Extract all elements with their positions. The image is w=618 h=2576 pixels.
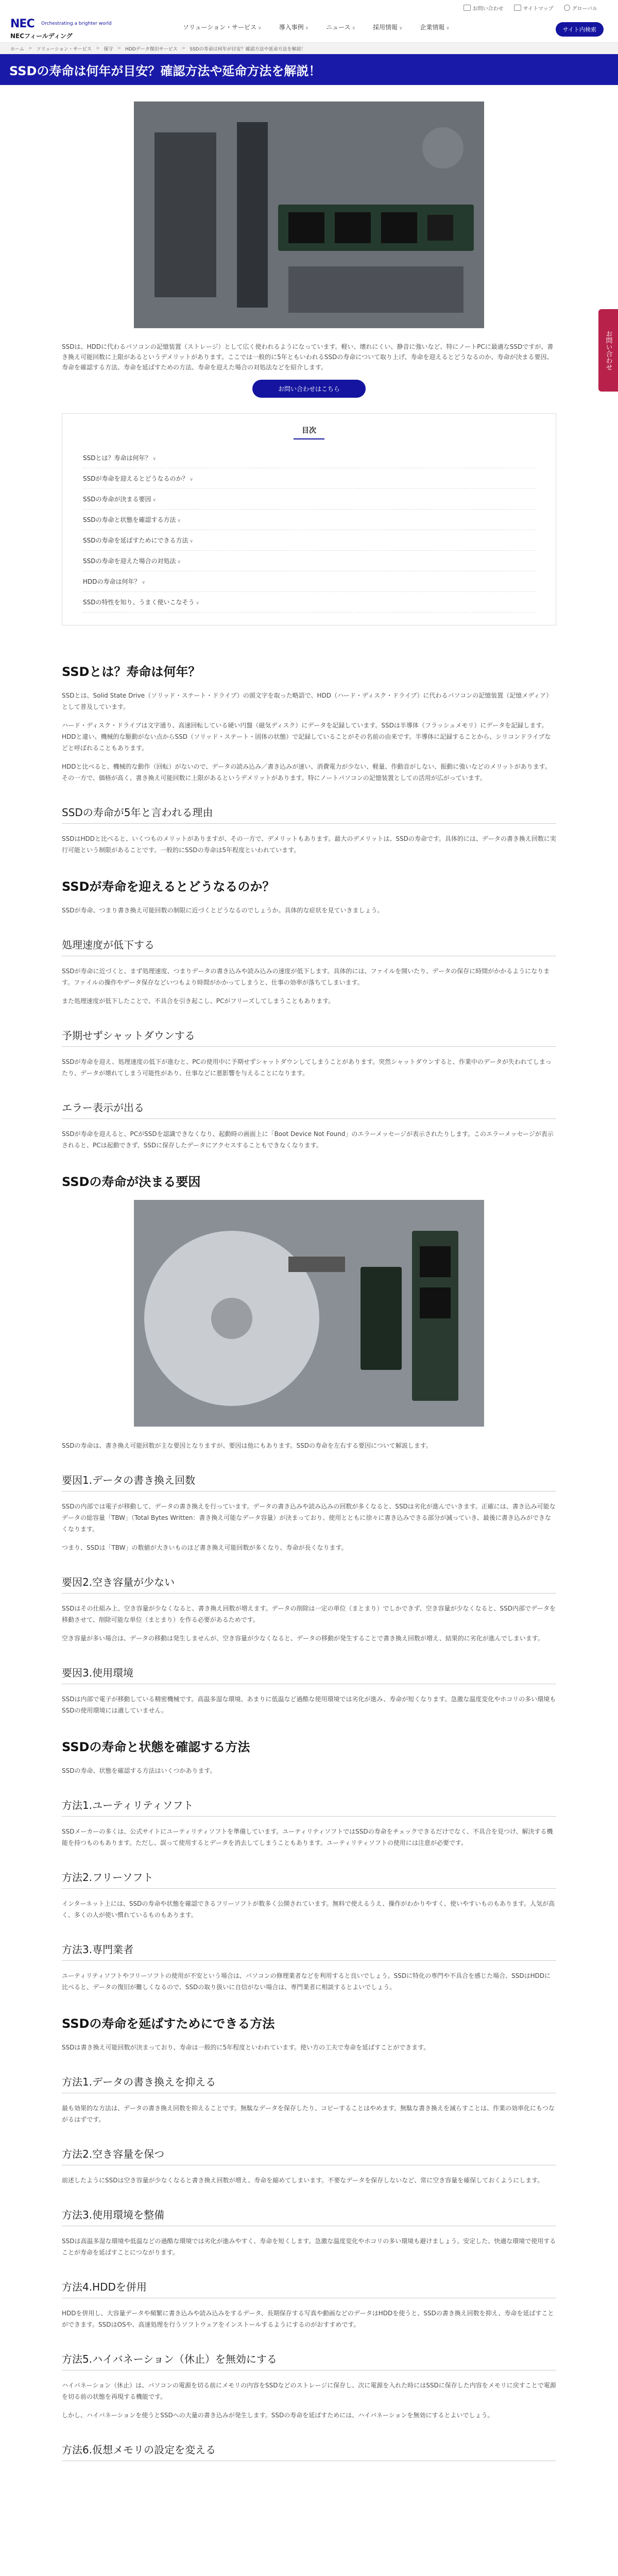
subsection-heading: 予期せずシャットダウンする [62, 1027, 556, 1047]
paragraph: また処理速度が低下したことで、不具合を引き起こし、PCがフリーズしてしまうこともあります。 [62, 997, 335, 1005]
subsection-virtual-memory [62, 2442, 556, 2461]
utility-bar [0, 0, 618, 15]
paragraph: SSDの寿命は、書き換え可能回数が主な要因となりますが、要因は他にもあります。SSDの寿命を左右する要因について解説します。 [62, 1442, 432, 1449]
subsection-hibernation [62, 2351, 556, 2421]
logo-tagline: Orchestrating a brighter world [41, 21, 112, 26]
subsection-heading: 要因2.空き容量が少ない [62, 1574, 556, 1594]
section-check [62, 1737, 556, 1776]
subsection-heading: 処理速度が低下する [62, 937, 556, 956]
table-of-contents [62, 413, 556, 625]
nav-cases[interactable]: 導入事例 ∨ [279, 23, 308, 31]
breadcrumb-separator: > [117, 46, 122, 51]
paragraph: SSDが寿命、つまり書き換え可能回数の制限に近づくとどうなるのでしょうか。具体的な症状を見ていきましょう。 [62, 907, 384, 914]
breadcrumb-item[interactable]: HDDデータ復旧サービス [125, 46, 178, 52]
paragraph: 前述したようにSSDは空き容量が少なくなると書き換え回数が増え、寿命を縮めてしまいます。不要なデータを保存しないなど、常に空き容量を確保しておくようにします。 [62, 2177, 544, 2184]
global-nav [183, 23, 450, 31]
toc-divider [294, 438, 324, 439]
contact-cta-button[interactable]: お問い合わせはこちら [252, 380, 366, 398]
toc-item[interactable]: SSDの寿命と状態を確認する方法 ∨ [83, 510, 535, 530]
breadcrumb-item[interactable]: ソリューション・サービス [36, 46, 92, 52]
hero-image-ssd [134, 101, 484, 328]
paragraph: SSDが寿命を迎えると、PCがSSDを認識できなくなり、起動時の画面上に「Boot Device Not Found」のエラーメッセージが表示されたりします。このエラーメッセージが表示されると、PCは起動できず、SSDに保存したデータにアクセスすることもできなくなります。 [62, 1130, 554, 1149]
subsection-heading: 方法6.仮想メモリの設定を変える [62, 2442, 556, 2461]
subsection-error [62, 1099, 556, 1151]
paragraph: ハイバネーション（休止）は、パソコンの電源を切る前にメモリの内容をSSDなどのストレージに保存し、次に電源を入れた時にはSSDに保存した内容をメモリに戻すことで電源を切る前の状態を再現する機能です。 [62, 2382, 556, 2400]
nav-news[interactable]: ニュース ∨ [326, 23, 355, 31]
sitemap-icon [514, 5, 521, 11]
paragraph: ハード・ディスク・ドライブは文字通り、高速回転している硬い円盤（磁気ディスク）にデータを記録しています。SSDは半導体（フラッシュメモリ）にデータを記録します。HDDと違い、機械的な駆動がない点からSSD（ソリッド・ステート・固体の状態）で記録していることがその名前の由来です。半導体に記録することから、シリコンドライブなどと呼ばれることもあります。 [62, 722, 551, 752]
subsection-heading: 要因3.使用環境 [62, 1665, 556, 1684]
toc-item[interactable]: HDDの寿命は何年？ ∨ [83, 571, 535, 592]
paragraph: HDDと比べると、機械的な動作（回転）がないので、データの読み込み／書き込みが速い、消費電力が少ない、軽量、作動音がしない、振動に強いなどのメリットがあります。その一方で、価格が高く、書き換え可能回数に上限があるというデメリットがあります。特にノートパソコンの記憶装置としての活用が広がっています。 [62, 763, 551, 782]
utility-link-contact[interactable]: お問い合わせ [464, 4, 504, 12]
breadcrumb-separator: > [28, 46, 32, 51]
subsection-specialist [62, 1941, 556, 1993]
paragraph: インターネット上には、SSDの寿命や状態を確認できるフリーソフトが数多く公開されています。無料で使えるうえ、操作がわかりやすく、使いやすいものもあります。人気が高く、多くの人が使い慣れているものもあります。 [62, 1900, 555, 1919]
nav-solutions[interactable]: ソリューション・サービス ∨ [183, 23, 262, 31]
subsection-shutdown [62, 1027, 556, 1079]
section-factors [62, 1172, 556, 1451]
subsection-heading: 方法5.ハイバネーション（休止）を無効にする [62, 2351, 556, 2370]
logo[interactable] [10, 18, 112, 40]
section-heading: SSDの寿命が決まる要因 [62, 1175, 201, 1189]
subsection-hdd [62, 2279, 556, 2330]
nav-recruit[interactable]: 採用情報 ∨ [373, 23, 402, 31]
hdd-ssd-image [134, 1200, 484, 1427]
breadcrumb-current: SSDの寿命は何年が目安？確認方法や延命方法を解説！ [190, 46, 306, 52]
section-heading: SSDとは？寿命は何年？ [62, 665, 201, 679]
subsection-heading: 方法1.ユーティリティソフト [62, 1797, 556, 1817]
subsection-heading: 方法2.空き容量を保つ [62, 2146, 556, 2165]
paragraph: 空き容量が多い場合は、データの移動は発生しませんが、空き容量が少なくなると、データの移動が発生することで書き換え回数が増え、結果的に劣化が進んでしまいます。 [62, 1635, 544, 1642]
subsection-heading: 方法4.HDDを併用 [62, 2279, 556, 2298]
subsection-reduce-writes [62, 2074, 556, 2125]
toc-item[interactable]: SSDの特性を知り、うまく使いこなそう ∨ [83, 592, 535, 613]
section-end-of-life [62, 876, 556, 916]
subsection-heading: SSDの寿命が5年と言われる理由 [62, 804, 556, 824]
page-title: SSDの寿命は何年が目安？確認方法や延命方法を解説！ [0, 54, 618, 85]
subsection-heading: 方法2.フリーソフト [62, 1869, 556, 1889]
paragraph: SSDは書き換え可能回数が決まっており、寿命は一般的に5年程度といわれています。使い方の工夫で寿命を延ばすことができます。 [62, 2044, 430, 2051]
toc-item[interactable]: SSDとは？寿命は何年？ ∨ [83, 448, 535, 468]
utility-link-global[interactable]: グローバル [564, 4, 598, 12]
subsection-heading: 方法3.使用環境を整備 [62, 2207, 556, 2226]
paragraph: つまり、SSDは「TBW」の数値が大きいものほど書き換え可能回数が多くなり、寿命が長くなります。 [62, 1544, 348, 1551]
subsection-utility [62, 1797, 556, 1849]
subsection-rewrite-count [62, 1472, 556, 1553]
breadcrumb-separator: > [181, 46, 186, 51]
subsection-freesoft [62, 1869, 556, 1921]
subsection-environment [62, 1665, 556, 1716]
paragraph: SSDとは、Solid State Drive（ソリッド・ステート・ドライブ）の頭文字を取った略語で、HDD（ハード・ディスク・ドライブ）に代わるパソコンの記憶装置（記憶メディア）として普及しています。 [62, 692, 553, 710]
paragraph: SSDはHDDと比べると、いくつものメリットがありますが、その一方で、デメリットもあります。最大のデメリットは、SSDの寿命です。具体的には、データの書き換え回数に実行可能という制限があることです。一般的にSSDの寿命は5年程度といわれています。 [62, 835, 556, 854]
section-heading: SSDが寿命を迎えるとどうなるのか？ [62, 879, 275, 894]
toc-item[interactable]: SSDが寿命を迎えるとどうなるのか？ ∨ [83, 468, 535, 489]
section-extend [62, 2013, 556, 2053]
paragraph: SSDが寿命に近づくと、まず処理速度、つまりデータの書き込みや読み込みの速度が低下します。具体的には、ファイルを開いたり、データの保存に時間がかかるようになります。ファイルの操作やデータ保存などいつもより時間がかかってしまうと、仕事の効率が落ちてしまいます。 [62, 968, 550, 986]
site-header [0, 15, 618, 43]
paragraph: HDDを併用し、大容量データや頻繁に書き込みや読み込みをするデータ、長期保存する写真や動画などのデータはHDDを使うと、SSDの書き換え回数を抑え、寿命を延ばすことができます。SSDはOSや、高速処理を行うソフトウェアをインストールするようにするのがおすすめです。 [62, 2310, 554, 2328]
company-name: NECフィールディング [10, 32, 73, 40]
paragraph: SSDメーカーの多くは、公式サイトにユーティリティソフトを準備しています。ユーティリティソフトではSSDの寿命をチェックできるだけでなく、不具合を見つけ、解決する機能を持つものもあります。ただし、誤って使用するとデータを消去してしまうこともあります。ユーティリティソフトの使用には注意が必要です。 [62, 1828, 553, 1846]
section-heading: SSDの寿命を延ばすためにできる方法 [62, 2016, 275, 2031]
breadcrumb-item[interactable]: 保守 [104, 46, 113, 52]
paragraph: SSDは高温多湿な環境や低温などの過酷な環境では劣化が進みやすく、寿命を短くします。急激な温度変化やホコリの多い環境も避けましょう。安定した、快適な環境で使用することが寿命を延ばすことにつながります。 [62, 2238, 556, 2256]
subsection-heading: エラー表示が出る [62, 1099, 556, 1119]
mail-icon [464, 5, 471, 11]
paragraph: SSDが寿命を迎え、処理速度の低下が進むと、PCの使用中に予期せずシャットダウンしてしまうことがあります。突然シャットダウンすると、作業中のデータが失われてしまったり、データが壊れてしまう可能性があり、仕事などに悪影響を与えることになります。 [62, 1058, 552, 1077]
paragraph: 最も効果的な方法は、データの書き換え回数を抑えることです。無駄なデータを保存したり、コピーすることはやめます。無駄な書き換えを減らすことは、作業の効率化にもつながるはずです。 [62, 2105, 555, 2123]
toc-item[interactable]: SSDの寿命を延ばすためにできる方法 ∨ [83, 530, 535, 551]
subsection-heading: 方法3.専門業者 [62, 1941, 556, 1961]
logo-text: NEC [10, 18, 35, 30]
subsection-env-setup [62, 2207, 556, 2258]
breadcrumb-item[interactable]: ホーム [10, 46, 25, 52]
toc-title: 目次 [302, 427, 316, 435]
paragraph: しかし、ハイバネーションを使うとSSDへの大量の書き込みが発生します。SSDの寿命を延ばすためには、ハイバネーションを無効にするとよいでしょう。 [62, 2412, 494, 2419]
subsection-heading: 要因1.データの書き換え回数 [62, 1472, 556, 1492]
paragraph: SSDは内部で電子が移動している精密機械です。高温多湿な環境、あまりに低温など過酷な使用環境では劣化が進み、寿命が短くなります。急激な温度変化やホコリの多い環境もSSDの使用環境には適していません。 [62, 1696, 556, 1714]
subsection-free-space [62, 1574, 556, 1644]
site-search-button[interactable]: サイト内検索 [556, 22, 604, 37]
globe-icon [564, 5, 570, 11]
toc-item[interactable]: SSDの寿命を迎えた場合の対処法 ∨ [83, 551, 535, 571]
breadcrumb [0, 43, 618, 54]
utility-link-sitemap[interactable]: サイトマップ [514, 4, 554, 12]
paragraph: SSDの寿命、状態を確認する方法はいくつかあります。 [62, 1767, 216, 1774]
breadcrumb-separator: > [95, 46, 100, 51]
section-five-years [62, 804, 556, 856]
paragraph: SSDはその仕組み上、空き容量が少なくなると、書き換え回数が増えます。データの削除は一定の単位（まとまり）でしかできず、空き容量が少なくなると、SSD内部でデータを移動させて、削除可能な単位（まとまり）を作る必要があるためです。 [62, 1605, 556, 1623]
subsection-heading: 方法1.データの書き換えを抑える [62, 2074, 556, 2093]
section-what-is-ssd [62, 662, 556, 784]
paragraph: ユーティリティソフトやフリーソフトの使用が不安という場合は、パソコンの修理業者などを利用すると良いでしょう。SSDに特化の専門や不具合を感じた場合、SSDはHDDに比べると、データの復旧が難しくなるので、SSDの取り扱いに自信がない場合は、専門業者に相談するとよいでしょう。 [62, 1972, 551, 1991]
toc-item[interactable]: SSDの寿命が決まる要因 ∨ [83, 489, 535, 510]
side-contact-tab[interactable]: お問い合わせ [598, 309, 618, 392]
article [62, 101, 556, 2461]
subsection-speed [62, 937, 556, 1007]
subsection-keep-space [62, 2146, 556, 2186]
intro-text: SSDは、HDDに代わるパソコンの記憶装置（ストレージ）として広く使われるようになっています。軽い、壊れにくい、静音に強いなど、特にノートPCに最適なSSDですが、書き換え可能回数に上限があるというデメリットがあります。ここでは一般的に5年ともいわれるSSDの寿命について取り上げ、寿命を迎えるとどうなるのか、寿命が決まる要因、寿命を確認する方法、寿命を延ばすための方法、寿命を迎えた場合の対処法などを紹介します。 [62, 343, 554, 371]
paragraph: SSDの内部では電子が移動して、データの書き換えを行っています。データの書き込みや読み込みの回数が多くなると、SSDは劣化が進んでいきます。正確には、書き込み可能なデータの総容量「TBW」（Total Bytes Written：書き換え可能なデータ容量）が決まっており、使用とともに徐々に書き込みできる部分が減っていき、最後に書き込みができなくなります。 [62, 1503, 556, 1533]
nav-company[interactable]: 企業情報 ∨ [420, 23, 449, 31]
section-heading: SSDの寿命と状態を確認する方法 [62, 1740, 250, 1754]
